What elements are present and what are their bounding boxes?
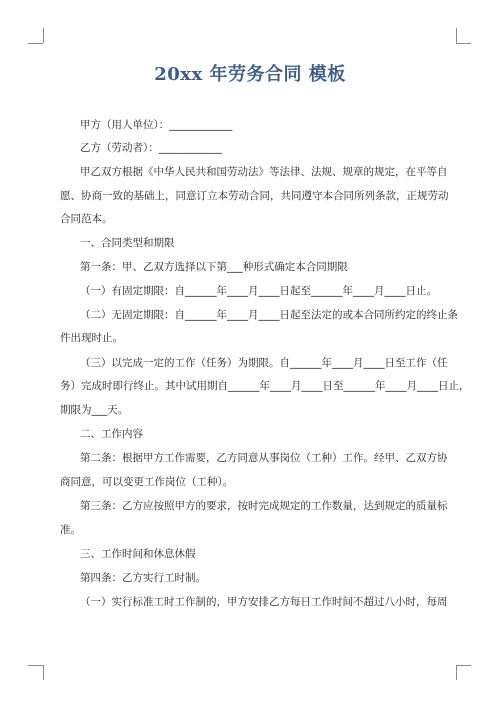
- document-title: [0, 60, 500, 86]
- paragraph-line: 准。: [60, 524, 81, 536]
- paragraph-line: 件出现时止。: [60, 332, 123, 344]
- party-b-line: 乙方（劳动者）：____________: [80, 142, 222, 154]
- paragraph-line: （一）实行标准工时工作制的，甲方安排乙方每日工作时间不超过八小时，每周: [80, 596, 448, 608]
- paragraph-line: 第一条：甲、乙双方选择以下第___种形式确定本合同期限: [80, 261, 348, 273]
- paragraph-line: （一）有固定期限：自______年____月____日起至______年____月____日止。: [80, 285, 437, 297]
- section-heading: 三、工作时间和休息休假: [80, 548, 196, 560]
- paragraph-line: 期限为___天。: [60, 404, 129, 416]
- paragraph-line: 甲乙双方根据《中华人民共和国劳动法》等法律、法规、规章的规定，在平等自: [80, 166, 448, 178]
- paragraph-line: 愿、协商一致的基础上，同意订立本劳动合同，共同遵守本合同所列条款，正规劳动: [60, 190, 449, 202]
- paragraph-line: （三）以完成一定的工作（任务）为期限。自______年____月____日至工作（任: [80, 357, 448, 369]
- paragraph-line: 商同意，可以变更工作岗位（工种）。: [60, 476, 234, 488]
- document-title-text: 年劳务合同 模板: [202, 64, 346, 85]
- section-heading: 二、工作内容: [80, 428, 143, 440]
- section-heading: 一、合同类型和期限: [80, 237, 175, 249]
- paragraph-line: （二）无固定期限：自______年____月____日起至法定的或本合同所约定的终止条: [80, 309, 458, 321]
- paragraph-line: 合同范本。: [60, 213, 113, 225]
- paragraph-line: 第三条：乙方应按照甲方的要求，按时完成规定的工作数量，达到规定的质量标: [80, 500, 448, 512]
- paragraph-line: 务）完成时即行终止。其中试用期自______年____月____日至______年____月____日止，: [60, 380, 470, 392]
- party-a-line: 甲方（用人单位）：____________: [80, 119, 233, 131]
- paragraph-line: 第二条：根据甲方工作需要，乙方同意从事岗位（工种）工作。经甲、乙双方协: [80, 452, 448, 464]
- paragraph-line: 第四条：乙方实行工时制。: [80, 572, 206, 584]
- document-title-number: 20xx: [154, 64, 203, 85]
